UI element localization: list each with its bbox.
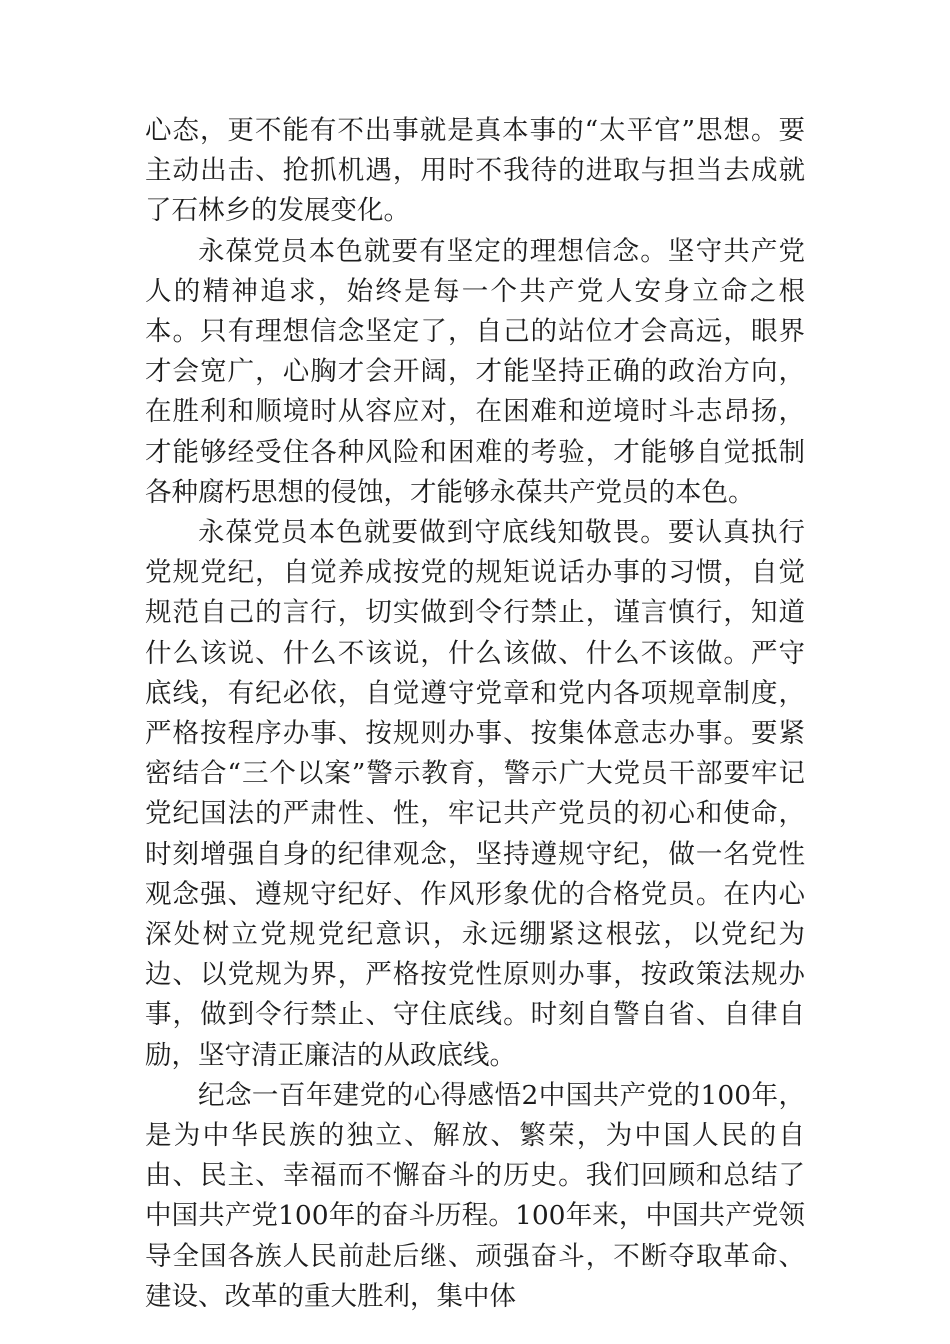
paragraph: 心态，更不能有不出事就是真本事的“太平官”思想。要主动出击、抢抓机遇，用时不我待的进取与担当去成就了石林乡的发展变化。 xyxy=(145,115,805,227)
paragraph: 纪念一百年建党的心得感悟2中国共产党的100年，是为中华民族的独立、解放、繁荣，为中国人民的自由、民主、幸福而不懈奋斗的历史。我们回顾和总结了中国共产党100年的奋斗历程。100年来，中国共产党领导全国各族人民前赴后继、顽强奋斗，不断夺取革命、建设、改革的重大胜利，集中体 xyxy=(145,1079,805,1312)
paragraph: 永葆党员本色就要做到守底线知敬畏。要认真执行党规党纪，自觉养成按党的规矩说话办事的习惯，自觉规范自己的言行，切实做到令行禁止，谨言慎行，知道什么该说、什么不该说，什么该做、什么不该做。严守底线，有纪必依，自觉遵守党章和党内各项规章制度，严格按程序办事、按规则办事、按集体意志办事。要紧密结合“三个以案”警示教育，警示广大党员干部要牢记党纪国法的严肃性、性，牢记共产党员的初心和使命，时刻增强自身的纪律观念，坚持遵规守纪，做一名党性观念强、遵规守纪好、作风形象优的合格党员。在内心深处树立党规党纪意识，永远绷紧这根弦，以党纪为边、以党规为界，严格按党性原则办事，按政策法规办事，做到令行禁止、守住底线。时刻自警自省、自律自励，坚守清正廉洁的从政底线。 xyxy=(145,517,805,1071)
paragraph: 永葆党员本色就要有坚定的理想信念。坚守共产党人的精神追求，始终是每一个共产党人安身立命之根本。只有理想信念坚定了，自己的站位才会高远，眼界才会宽广，心胸才会开阔，才能坚持正确的政治方向，在胜利和顺境时从容应对，在困难和逆境时斗志昂扬，才能够经受住各种风险和困难的考验，才能够自觉抵制各种腐朽思想的侵蚀，才能够永葆共产党员的本色。 xyxy=(145,235,805,508)
document-page xyxy=(145,111,805,1317)
